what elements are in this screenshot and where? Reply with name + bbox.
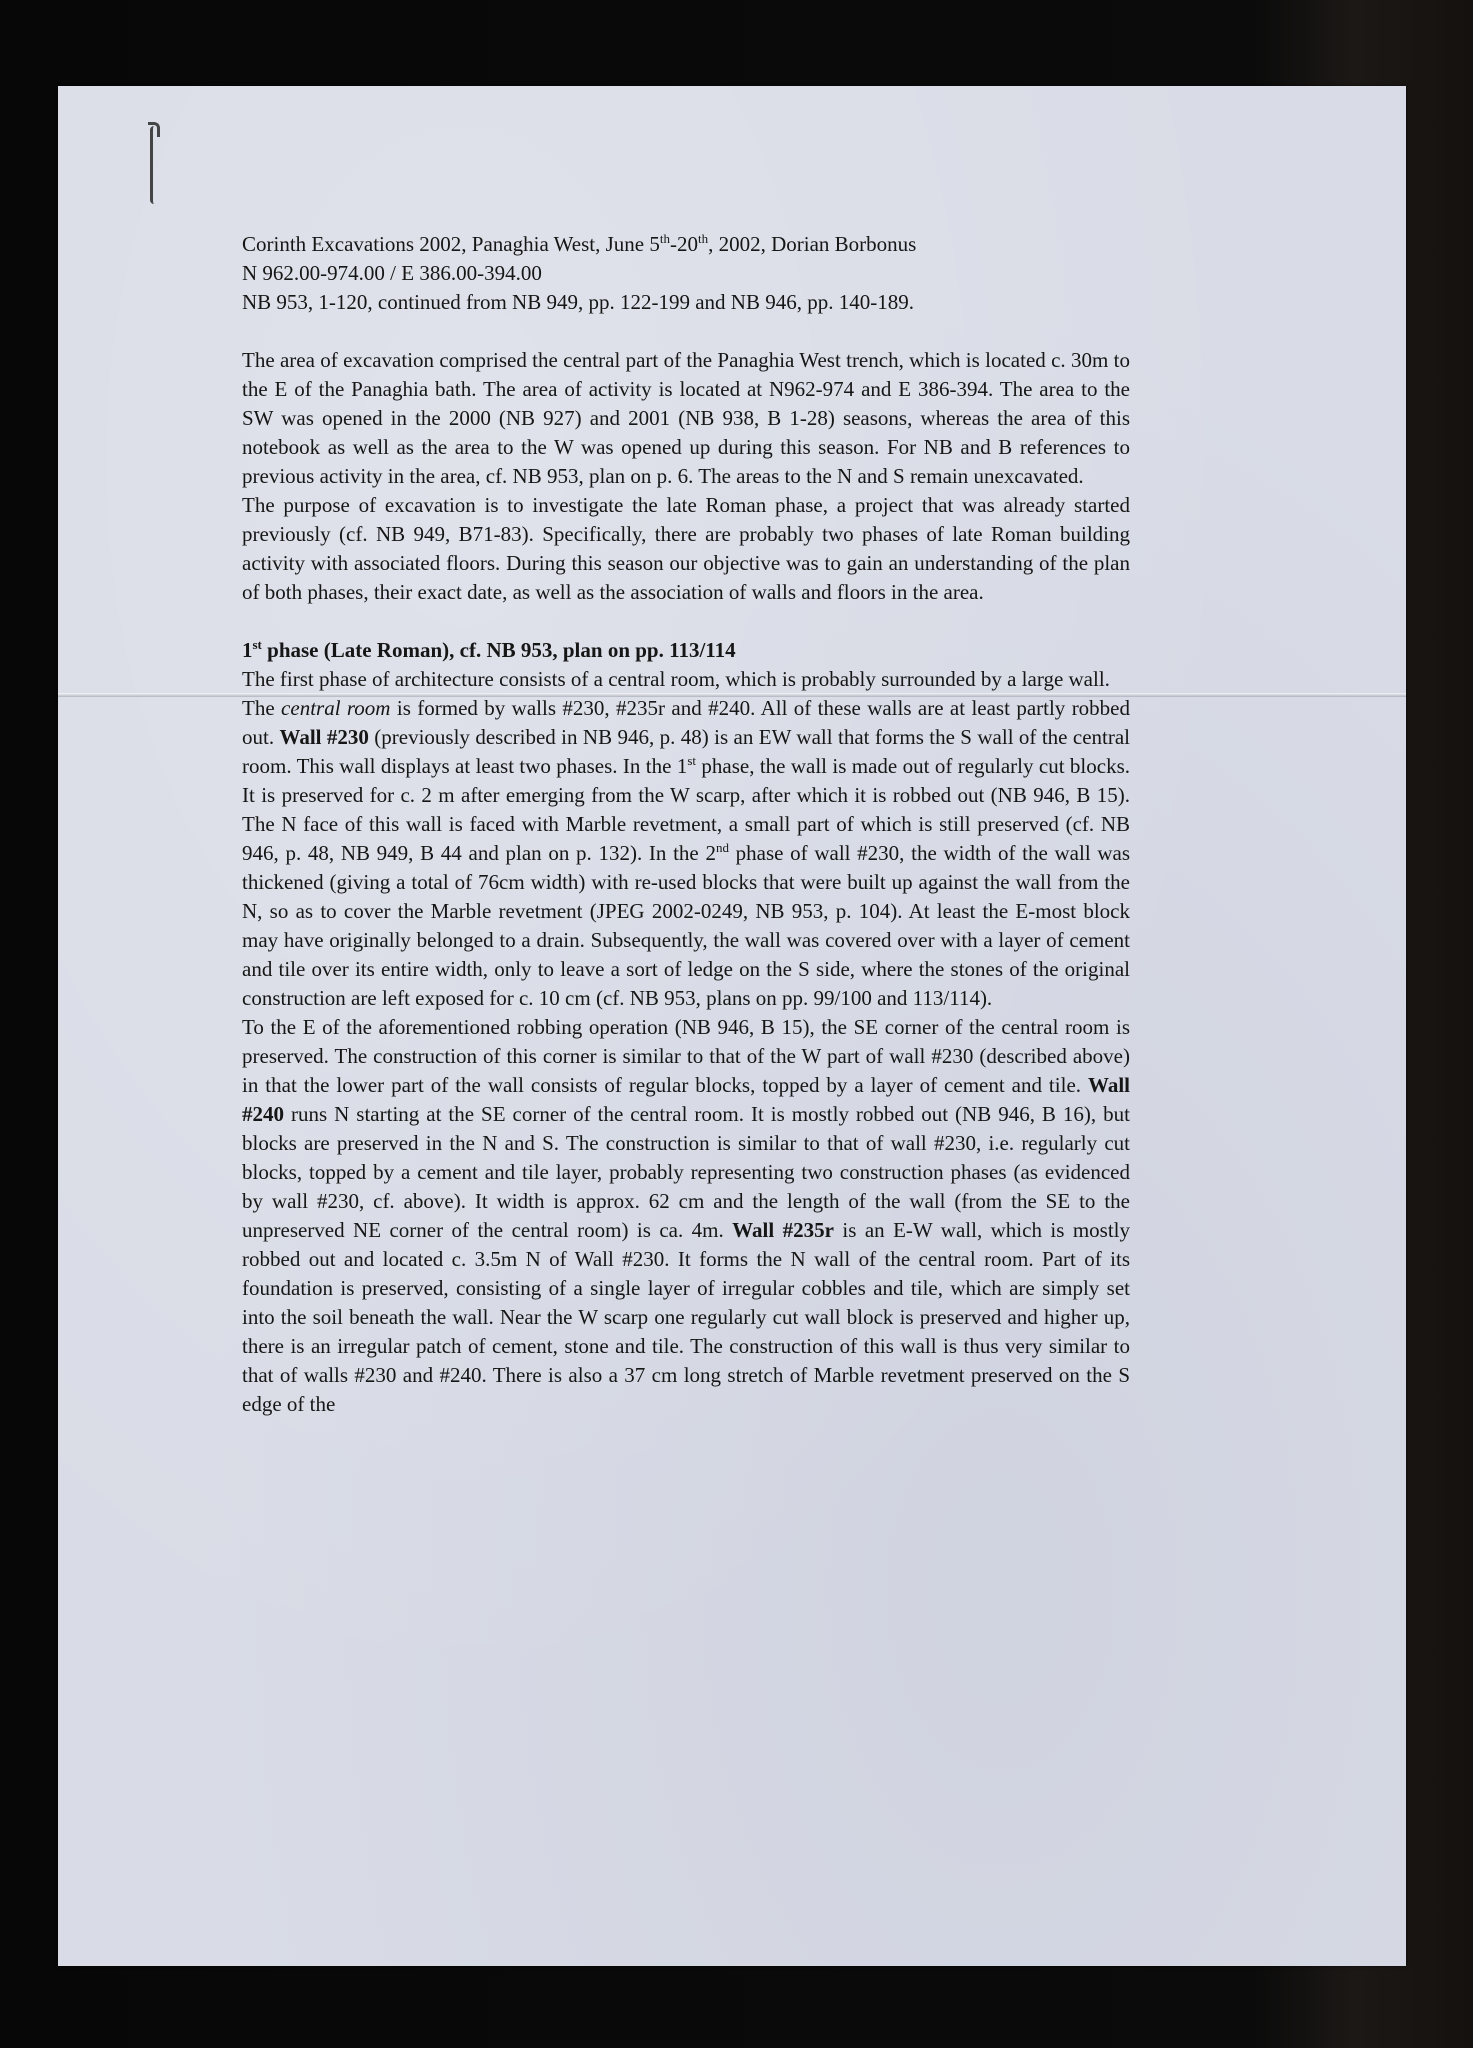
superscript: nd xyxy=(715,840,729,855)
header-title-text: , 2002, Dorian Borbonus xyxy=(708,232,917,256)
body-paragraph xyxy=(242,1013,1130,1419)
staple-mark-stem xyxy=(150,126,158,204)
header-coordinates: N 962.00-974.00 / E 386.00-394.00 xyxy=(242,261,542,285)
body-text: (previously described in NB 946, p. 48) is an EW wall that forms the S wall of the central room. This wall displays at least two phases. In the 1 xyxy=(242,725,1130,778)
header-notebook-refs: NB 953, 1-120, continued from NB 949, pp. 122-199 and NB 946, pp. 140-189. xyxy=(242,290,914,314)
bold-wall-label: Wall #230 xyxy=(279,725,369,749)
section-heading xyxy=(242,636,1130,665)
header-title-text: Corinth Excavations 2002, Panaghia West, June 5 xyxy=(242,232,660,256)
header-title-line xyxy=(242,230,1130,259)
body-text: To the E of the aforementioned robbing operation (NB 946, B 15), the SE corner of the central room is preserved. The construction of this corner is similar to that of the W part of wall #230 (described above) in that the lower part of the wall consists of regular blocks, topped by a layer of cement and tile. xyxy=(242,1015,1130,1097)
body-text: is formed by walls #230, #235r and #240. All of these walls are at least partly robbed out. xyxy=(242,696,1131,749)
body-text: is an E-W wall, which is mostly robbed out and located c. 3.5m N of Wall #230. It forms the N wall of the central room. Part of its foundation is preserved, consisting of a single layer of irregular cobbles and tile, which are simply set into the soil beneath the wall. Near the W scarp one regularly cut wall block is preserved and higher up, there is an irregular patch of cement, stone and tile. The construction of this wall is thus very similar to that of walls #230 and #240. There is also a 37 cm long stretch of Marble revetment preserved on the S edge of the xyxy=(242,1218,1130,1416)
superscript: st xyxy=(252,637,262,652)
heading-text: 1 xyxy=(242,638,253,662)
intro-paragraph: The area of excavation comprised the central part of the Panaghia West trench, which is located c. 30m to the E of the Panaghia bath. The area of activity is located at N962-974 and E 386-394. The area to the SW was opened in the 2000 (NB 927) and 2001 (NB 938, B 1-28) seasons, whereas the area of this notebook as well as the area to the W was opened up during this season. For NB and B references to previous activity in the area, cf. NB 953, plan on p. 6. The areas to the N and S remain unexcavated. xyxy=(242,348,1130,488)
body-text: runs N starting at the SE corner of the central room. It is mostly robbed out (NB 946, B 16), but blocks are preserved in the N and S. The construction is similar to that of wall #230, i.e. regularly cut blocks, topped by a cement and tile layer, probably representing two construction phases (as evidenced by wall #230, cf. above). It width is approx. 62 cm and the length of the wall (from the SE to the unpreserved NE corner of the central room) is ca. 4m. xyxy=(242,1102,1130,1242)
italic-term: central room xyxy=(281,696,391,720)
superscript: st xyxy=(687,753,696,768)
body-paragraph: The first phase of architecture consists of a central room, which is probably surrounded by a large wall. xyxy=(242,667,1110,691)
spacer xyxy=(242,317,1130,346)
superscript: th xyxy=(697,231,709,246)
header-title-text: -20 xyxy=(669,232,698,256)
notebook-text xyxy=(242,230,1130,1419)
bold-wall-label: Wall #235r xyxy=(732,1218,834,1242)
superscript: th xyxy=(659,231,670,246)
bold-wall-label: Wall #240 xyxy=(242,1073,1130,1126)
body-text: phase, the wall is made out of regularly cut blocks. It is preserved for c. 2 m after emerging from the W scarp, after which it is robbed out (NB 946, B 15). The N face of this wall is faced with Marble revetment, a small part of which is still preserved (cf. NB 946, p. 48, NB 949, B 44 and plan on p. 132). In the 2 xyxy=(242,754,1130,865)
body-text: phase of wall #230, the width of the wall was thickened (giving a total of 76cm width) with re-used blocks that were built up against the wall from the N, so as to cover the Marble revetment (JPEG 2002-0249, NB 953, p. 104). At least the E-most block may have originally belonged to a drain. Subsequently, the wall was covered over with a layer of cement and tile over its entire width, only to leave a sort of ledge on the S side, where the stones of the original construction are left exposed for c. 10 cm (cf. NB 953, plans on pp. 99/100 and 113/114). xyxy=(242,841,1131,1010)
body-paragraph xyxy=(242,694,1130,1013)
intro-paragraph: The purpose of excavation is to investigate the late Roman phase, a project that was already started previously (cf. NB 949, B71-83). Specifically, there are probably two phases of late Roman building activity with associated floors. During this season our objective was to gain an understanding of the plan of both phases, their exact date, as well as the association of walls and floors in the area. xyxy=(242,493,1130,604)
heading-text: phase (Late Roman), cf. NB 953, plan on pp. 113/114 xyxy=(261,638,736,662)
body-text: The xyxy=(242,696,282,720)
spacer xyxy=(242,607,1130,636)
